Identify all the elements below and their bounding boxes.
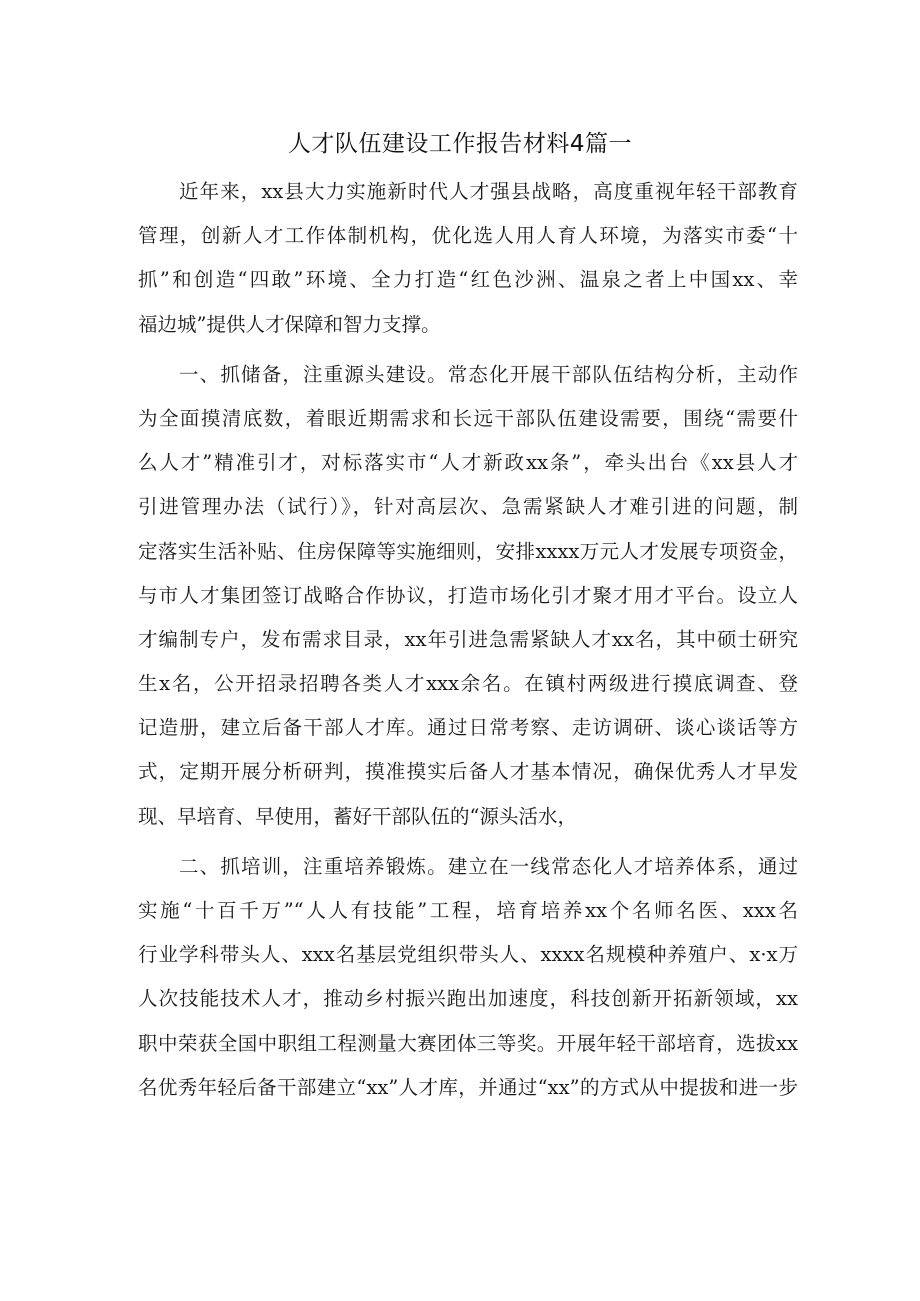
text-line: 记造册，建立后备干部人才库。通过日常考察、走访调研、谈心谈话等方 bbox=[138, 716, 798, 740]
text-line: 二、抓培训，注重培养锻炼。建立在一线常态化人才培养体系，通过 bbox=[179, 854, 798, 878]
text-line: 抓”和创造“四敢”环境、全力打造“红色沙洲、温泉之者上中国xx、幸 bbox=[138, 268, 798, 292]
text-line: 职中荣获全国中职组工程测量大赛团体三等奖。开展年轻干部培育，选拔xx bbox=[138, 1031, 798, 1055]
text-line: 才编制专户，发布需求目录，xx年引进急需紧缺人才xx名，其中硕士研究 bbox=[138, 627, 798, 651]
paragraph-section-1 bbox=[138, 353, 798, 839]
text-line: 行业学科带头人、xxx名基层党组织带头人、xxxx名规模种养殖户、x·x万 bbox=[138, 943, 798, 967]
text-line: 管理，创新人才工作体制机构，优化选人用人育人环境，为落实市委“十 bbox=[138, 224, 798, 248]
text-line: 近年来，xx县大力实施新时代人才强县战略，高度重视年轻干部教育 bbox=[179, 180, 798, 203]
paragraph-section-2 bbox=[138, 845, 798, 1110]
text-line: 引进管理办法（试行）》，针对高层次、急需紧缺人才难引进的问题，制 bbox=[138, 495, 798, 519]
text-line: 一、抓储备，注重源头建设。常态化开展干部队伍结构分析，主动作 bbox=[179, 362, 798, 386]
text-line: 为全面摸清底数，着眼近期需求和长远干部队伍建设需要，围绕“需要什 bbox=[138, 406, 798, 430]
text-line: 名优秀年轻后备干部建立“xx”人才库，并通过“xx”的方式从中提拔和进一步 bbox=[138, 1075, 798, 1099]
document-title: 人才队伍建设工作报告材料4篇一 bbox=[287, 131, 633, 157]
text-line: 定落实生活补贴、住房保障等实施细则，安排xxxx万元人才发展专项资金， bbox=[138, 539, 798, 563]
paragraph-intro bbox=[138, 170, 798, 347]
document-body bbox=[138, 170, 798, 1116]
text-line: 生x名，公开招录招聘各类人才xxx余名。在镇村两级进行摸底调查、登 bbox=[138, 672, 798, 696]
text-line: 福边城”提供人才保障和智力支撑。 bbox=[138, 312, 441, 336]
text-line: 与市人才集团签订战略合作协议，打造市场化引才聚才用才平台。设立人 bbox=[138, 583, 798, 607]
text-line: 实施“十百千万”“人人有技能”工程，培育培养xx个名师名医、xxx名 bbox=[138, 899, 798, 922]
text-line: 人次技能技术人才，推动乡村振兴跑出加速度，科技创新开拓新领域，xx bbox=[138, 987, 798, 1011]
text-line: 现、早培育、早使用，蓄好干部队伍的“源头活水， bbox=[138, 804, 577, 828]
text-line: 式，定期开展分析研判，摸准摸实后备人才基本情况，确保优秀人才早发 bbox=[138, 760, 798, 784]
text-line: 么人才”精准引才，对标落实市“人才新政xx条”，牵头出台《xx县人才 bbox=[138, 451, 798, 475]
